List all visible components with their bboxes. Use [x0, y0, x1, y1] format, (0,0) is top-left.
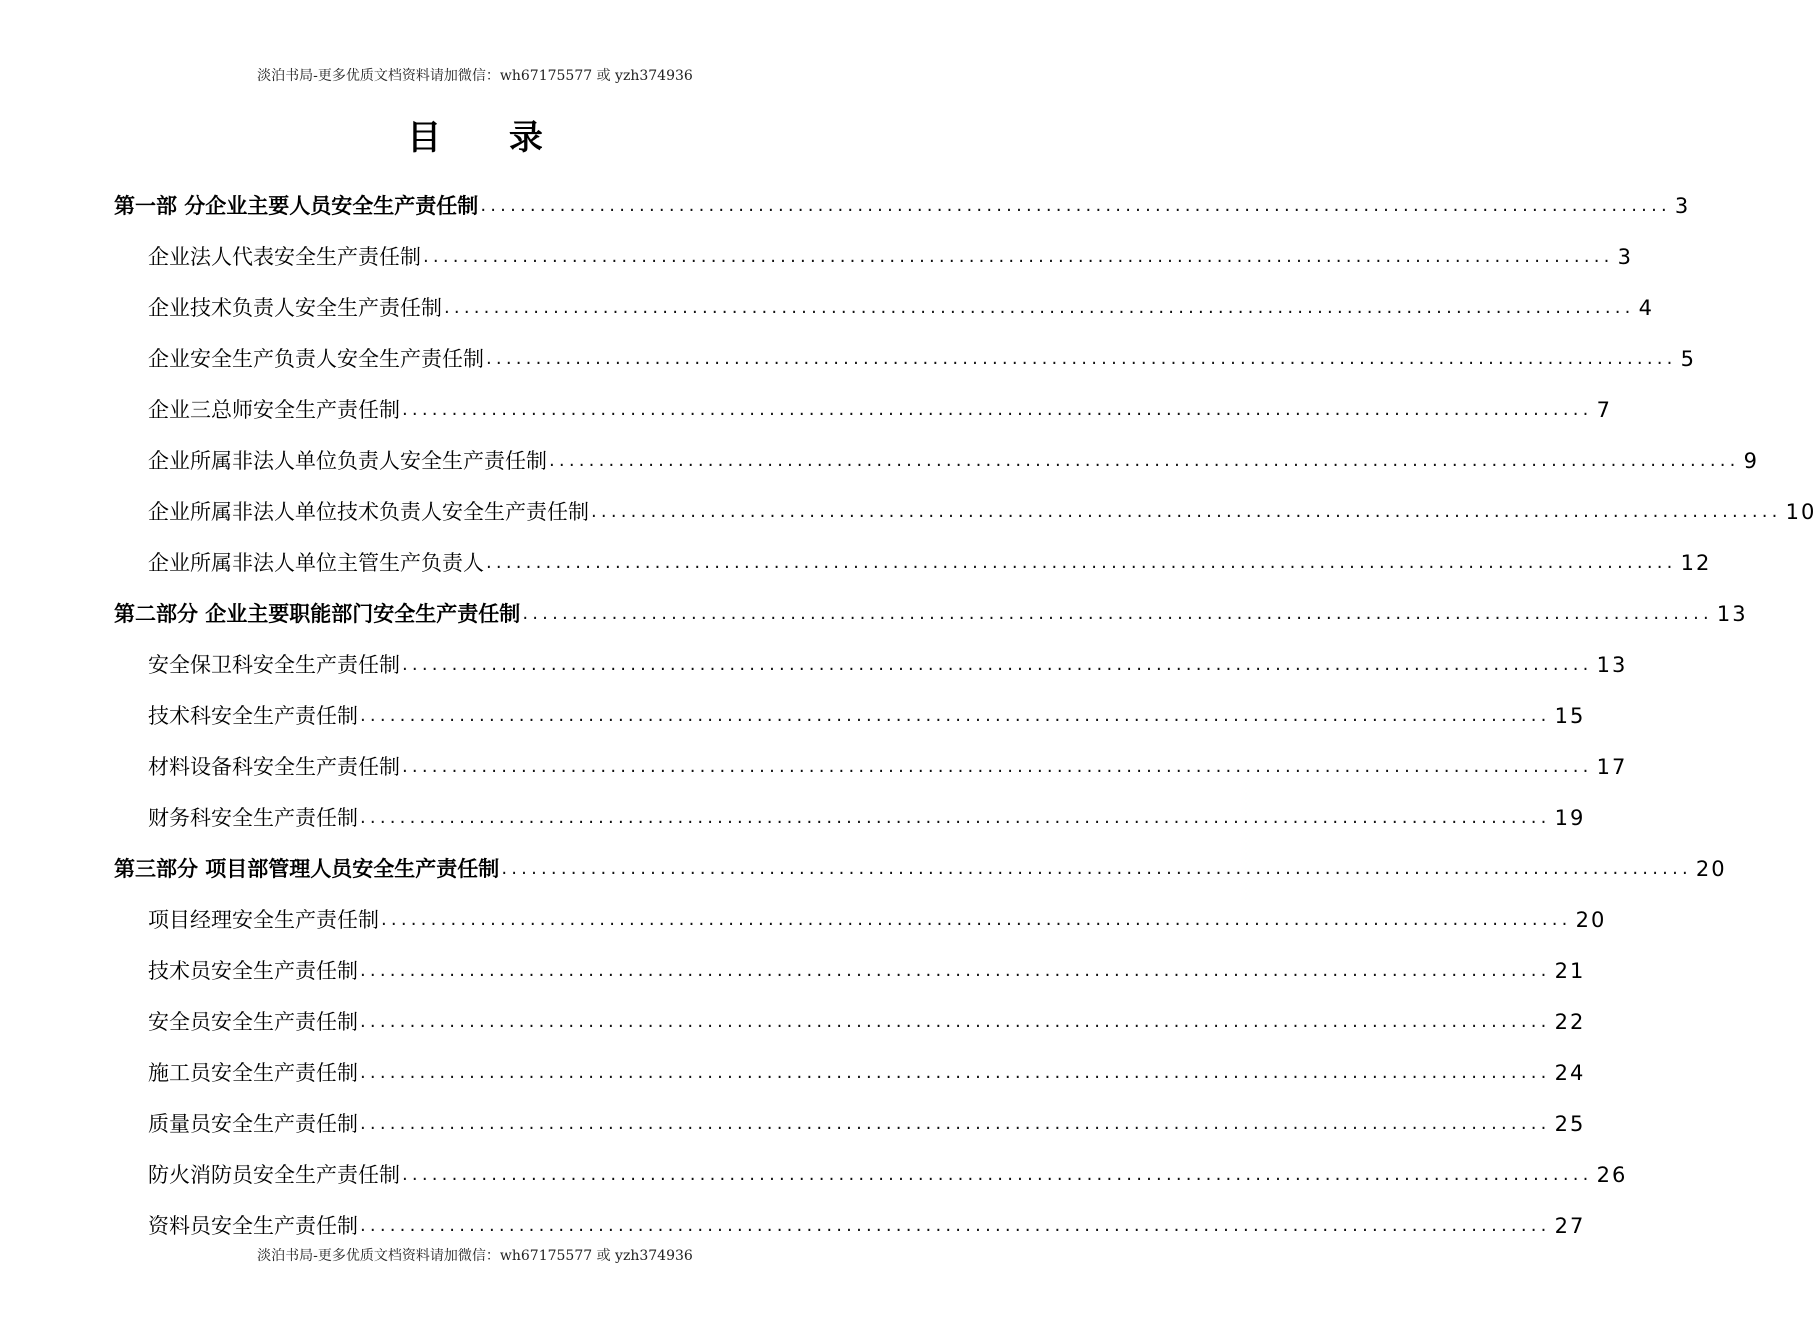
toc-entry-title: 财务科安全生产责任制 [148, 805, 358, 830]
toc-subsection-entry[interactable] [0, 537, 1712, 588]
toc-subsection-entry[interactable] [0, 1098, 1586, 1149]
toc-subsection-entry[interactable] [0, 996, 1586, 1047]
toc-subsection-entry[interactable] [0, 435, 1759, 486]
toc-subsection-entry[interactable] [0, 894, 1607, 945]
toc-section-entry[interactable] [0, 588, 1748, 639]
toc-dot-leader: ........................................................................................................................ [360, 1214, 1551, 1236]
toc-page-number: 26 [1596, 1162, 1628, 1187]
toc-dot-leader: ........................................................................................................................ [501, 857, 1692, 879]
toc-dot-leader: ........................................................................................................................ [402, 398, 1593, 420]
toc-dot-leader: ........................................................................................................................ [360, 1010, 1551, 1032]
toc-dot-leader: ........................................................................................................................ [402, 1163, 1593, 1185]
toc-page-number: 3 [1674, 193, 1691, 218]
page-header-note: 淡泊书局-更多优质文档资料请加微信：wh67175577 或 yzh374936 [257, 68, 693, 84]
toc-page-number: 27 [1554, 1213, 1586, 1238]
toc-dot-leader: ........................................................................................................................ [360, 806, 1551, 828]
toc-entry-title: 企业所属非法人单位负责人安全生产责任制 [148, 448, 547, 473]
toc-dot-leader: ........................................................................................................................ [444, 296, 1635, 318]
toc-page-number: 15 [1554, 703, 1586, 728]
toc-entry-title: 企业安全生产负责人安全生产责任制 [148, 346, 484, 371]
page-title: 目 录 [407, 118, 571, 158]
toc-subsection-entry[interactable] [0, 741, 1628, 792]
toc-dot-leader: ........................................................................................................................ [360, 959, 1551, 981]
toc-dot-leader: ........................................................................................................................ [591, 500, 1782, 522]
toc-entry-title: 技术员安全生产责任制 [148, 958, 358, 983]
toc-dot-leader: ........................................................................................................................ [402, 755, 1593, 777]
toc-subsection-entry[interactable] [0, 1200, 1586, 1251]
toc-subsection-entry[interactable] [0, 486, 1816, 537]
toc-dot-leader: ........................................................................................................................ [486, 347, 1677, 369]
toc-entry-title: 第二部分 企业主要职能部门安全生产责任制 [114, 601, 521, 626]
table-of-contents [0, 180, 1816, 1251]
toc-dot-leader: ........................................................................................................................ [381, 908, 1572, 930]
toc-entry-title: 企业所属非法人单位技术负责人安全生产责任制 [148, 499, 589, 524]
toc-page-number: 19 [1554, 805, 1586, 830]
toc-page-number: 17 [1596, 754, 1628, 779]
toc-page-number: 20 [1695, 856, 1727, 881]
toc-page-number: 25 [1554, 1111, 1586, 1136]
toc-dot-leader: ........................................................................................................................ [402, 653, 1593, 675]
toc-entry-title: 第三部分 项目部管理人员安全生产责任制 [114, 856, 500, 881]
toc-page-number: 21 [1554, 958, 1586, 983]
toc-subsection-entry[interactable] [0, 282, 1654, 333]
toc-dot-leader: ........................................................................................................................ [360, 1061, 1551, 1083]
toc-entry-title: 技术科安全生产责任制 [148, 703, 358, 728]
toc-subsection-entry[interactable] [0, 1149, 1628, 1200]
toc-dot-leader: ........................................................................................................................ [522, 602, 1713, 624]
toc-dot-leader: ........................................................................................................................ [549, 449, 1740, 471]
toc-dot-leader: ........................................................................................................................ [486, 551, 1677, 573]
toc-page-number: 20 [1575, 907, 1607, 932]
toc-page-number: 3 [1617, 244, 1633, 269]
toc-section-entry[interactable] [0, 843, 1727, 894]
toc-entry-title: 资料员安全生产责任制 [148, 1213, 358, 1238]
toc-entry-title: 材料设备科安全生产责任制 [148, 754, 400, 779]
toc-page-number: 4 [1638, 295, 1654, 320]
toc-entry-title: 企业技术负责人安全生产责任制 [148, 295, 442, 320]
toc-subsection-entry[interactable] [0, 231, 1633, 282]
toc-subsection-entry[interactable] [0, 945, 1586, 996]
toc-subsection-entry[interactable] [0, 639, 1628, 690]
toc-page-number: 22 [1554, 1009, 1586, 1034]
toc-section-entry[interactable] [0, 180, 1691, 231]
toc-subsection-entry[interactable] [0, 792, 1586, 843]
toc-page-number: 9 [1743, 448, 1759, 473]
toc-page-number: 13 [1596, 652, 1628, 677]
toc-entry-title: 企业三总师安全生产责任制 [148, 397, 400, 422]
toc-subsection-entry[interactable] [0, 333, 1696, 384]
toc-page-number: 7 [1596, 397, 1612, 422]
toc-entry-title: 企业所属非法人单位主管生产负责人 [148, 550, 484, 575]
toc-dot-leader: ........................................................................................................................ [360, 1112, 1551, 1134]
toc-entry-title: 项目经理安全生产责任制 [148, 907, 379, 932]
toc-entry-title: 质量员安全生产责任制 [148, 1111, 358, 1136]
toc-entry-title: 防火消防员安全生产责任制 [148, 1162, 400, 1187]
toc-dot-leader: ........................................................................................................................ [480, 194, 1671, 216]
toc-page-number: 10 [1785, 499, 1816, 524]
toc-dot-leader: ........................................................................................................................ [360, 704, 1551, 726]
page-footer-note: 淡泊书局-更多优质文档资料请加微信：wh67175577 或 yzh374936 [257, 1248, 693, 1264]
toc-page-number: 13 [1716, 601, 1748, 626]
toc-subsection-entry[interactable] [0, 690, 1586, 741]
toc-subsection-entry[interactable] [0, 384, 1612, 435]
toc-entry-title: 第一部 分企业主要人员安全生产责任制 [114, 193, 479, 218]
toc-entry-title: 施工员安全生产责任制 [148, 1060, 358, 1085]
toc-entry-title: 企业法人代表安全生产责任制 [148, 244, 421, 269]
toc-page-number: 5 [1680, 346, 1696, 371]
toc-entry-title: 安全员安全生产责任制 [148, 1009, 358, 1034]
toc-page-number: 24 [1554, 1060, 1586, 1085]
toc-page-number: 12 [1680, 550, 1712, 575]
toc-entry-title: 安全保卫科安全生产责任制 [148, 652, 400, 677]
toc-dot-leader: ........................................................................................................................ [423, 245, 1614, 267]
toc-subsection-entry[interactable] [0, 1047, 1586, 1098]
